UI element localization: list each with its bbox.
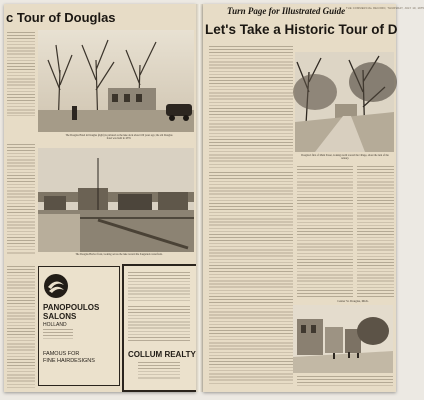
ad-brand-line1: PANOPOULOS [43,303,100,312]
douglas-hotel-photo [38,30,194,132]
photo1-caption: The Douglas Hotel in Douglas (right) is pictured as the lake dock about 100 years ago; the old Douglas hotel was built in 1870. [65,134,173,141]
harbor-front-photo [38,148,194,252]
left-text-column-2 [7,144,35,254]
collum-realty-ad [122,264,198,392]
right-photo2-label: Center St. Douglas, Mich. [337,299,369,303]
ad-tagline-line1: FAMOUS FOR [43,351,80,357]
realty-ad-address [138,362,180,380]
right-newspaper-page [203,4,424,392]
panopoulos-salons-ad [38,266,120,386]
page-fold [196,4,203,392]
ad-brand-line3: HOLLAND [43,322,67,328]
ad-tagline-line2: FINE HAIRDESIGNS [43,358,95,364]
right-text-column-4 [357,166,394,298]
ad-address-lines [43,329,73,341]
right-headline: Let's Take a Historic Tour of D [205,22,398,37]
right-text-column-1 [209,46,293,168]
realty-name: COLLUM REALTY [128,350,196,359]
left-headline: c Tour of Douglas [6,10,116,25]
right-text-column-3 [297,166,353,298]
left-text-column-3 [7,266,35,388]
right-masthead: THE COMMERCIAL RECORD, THURSDAY, JULY 10, 1975 [346,7,424,10]
left-text-column-1 [7,32,35,116]
left-newspaper-page [4,4,196,392]
ad-brand-line2: SALONS [43,312,77,321]
swirl-logo-icon [43,273,69,299]
main-street-photo [295,52,394,152]
right-text-column-2 [209,172,293,384]
center-street-photo [293,305,393,373]
right-photo2-caption-lines [297,376,393,388]
left-masthead-rule [8,5,9,9]
realty-ad-copy-top [128,272,190,302]
right-photo1-caption: Douglas's first of Main Street, looking north toward the village, about the turn of the century. [301,154,389,161]
realty-ad-copy-middle [128,306,190,342]
turn-page-kicker: Turn Page for Illustrated Guide [227,6,346,16]
photo2-caption: The Douglas Harbor front, looking across the lake toward the Saugatuck waterfront. [75,253,163,256]
